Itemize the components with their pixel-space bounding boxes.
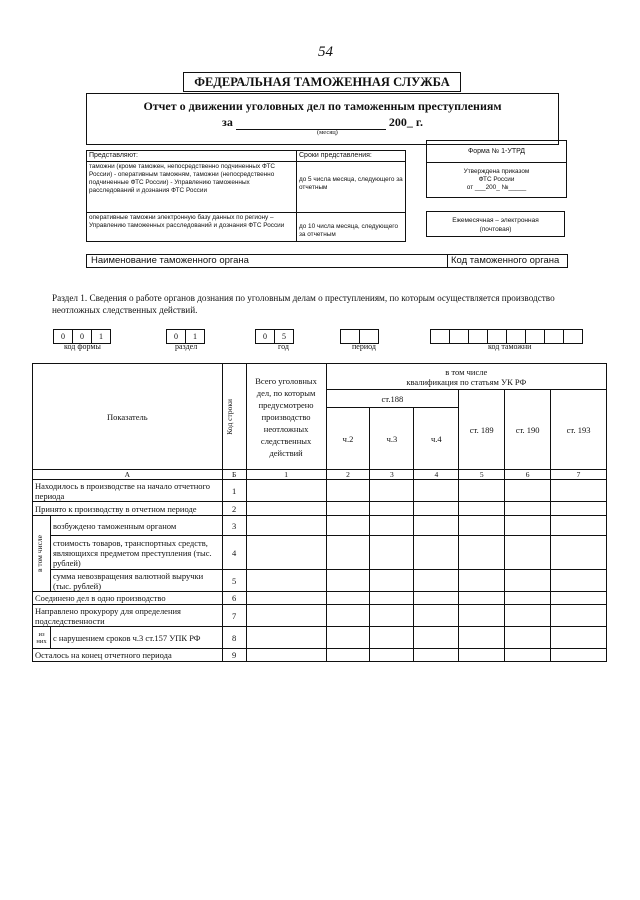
code-cell (545, 330, 564, 344)
data-cell[interactable] (370, 627, 414, 649)
report-title-box (86, 93, 559, 145)
data-cell[interactable] (551, 592, 607, 605)
data-cell[interactable] (551, 502, 607, 516)
data-cell[interactable] (459, 592, 505, 605)
row-code: 3 (222, 516, 246, 536)
row-code: 2 (222, 502, 246, 516)
data-cell[interactable] (246, 536, 326, 570)
index-cell: 4 (414, 470, 459, 480)
code-cell: 0 (54, 330, 73, 344)
vert-including-text: в том числе (35, 534, 44, 572)
code-cell: 5 (275, 330, 294, 344)
data-cell[interactable] (459, 502, 505, 516)
data-cell[interactable] (414, 502, 459, 516)
data-cell[interactable] (505, 605, 551, 627)
index-cell: 6 (505, 470, 551, 480)
header-art190: ст. 190 (505, 390, 551, 470)
data-cell[interactable] (370, 649, 414, 662)
code-cell (431, 330, 450, 344)
data-cell[interactable] (505, 592, 551, 605)
data-cell[interactable] (246, 502, 326, 516)
row-label: возбуждено таможенным органом (50, 516, 222, 536)
data-cell[interactable] (414, 570, 459, 592)
vert-of-them-cell: из них (33, 627, 51, 649)
row-label: Находилось в производстве на начало отчетного периода (33, 480, 223, 502)
data-cell[interactable] (370, 502, 414, 516)
data-cell[interactable] (326, 480, 370, 502)
data-cell[interactable] (459, 605, 505, 627)
submission-col2-header: Сроки представления: (297, 151, 406, 162)
customs-name-label: Наименование таможенного органа (91, 255, 249, 266)
periodicity-box (426, 211, 565, 237)
data-cell[interactable] (551, 570, 607, 592)
report-title: Отчет о движении уголовных дел по таможенным преступлениям (143, 99, 502, 113)
data-cell[interactable] (414, 516, 459, 536)
header-total: Всего уголовных дел, по которым предусмотрено производство неотложных следственных действий (246, 364, 326, 470)
row-label: Принято к производству в отчетном периоде (33, 502, 223, 516)
code-cell: 0 (73, 330, 92, 344)
table-row (33, 649, 607, 662)
data-cell[interactable] (326, 605, 370, 627)
row-code: 4 (222, 536, 246, 570)
data-cell[interactable] (459, 649, 505, 662)
table-row (33, 536, 607, 570)
header-row-code-text: Код строки (224, 398, 234, 435)
index-cell: 5 (459, 470, 505, 480)
code-cell: 1 (186, 330, 205, 344)
year-suffix: 200_ г. (388, 115, 423, 129)
row-code: 6 (222, 592, 246, 605)
submission-row1-who: таможни (кроме таможен, непосредственно подчиненных ФТС России) - оперативным таможням, таможни (непосредственно подчиненные ФТС России) - Управлению таможенных расследований и дознания ФТС России (87, 162, 297, 213)
section-heading: Раздел 1. Сведения о работе органов дознания по уголовным делам о преступлениям, по которым осуществляется производство неотложных следственных действий. (52, 293, 555, 315)
data-cell[interactable] (459, 516, 505, 536)
data-cell[interactable] (246, 570, 326, 592)
table-row (33, 627, 607, 649)
approval-line-3: от ___200_ №_____ (466, 184, 527, 191)
data-cell[interactable] (459, 570, 505, 592)
data-cell[interactable] (326, 516, 370, 536)
index-cell: Б (222, 470, 246, 480)
report-period-line (87, 115, 558, 130)
submission-col1-header: Представляют: (87, 151, 297, 162)
form-code-label: код формы (64, 342, 101, 351)
data-cell[interactable] (370, 480, 414, 502)
data-cell[interactable] (326, 570, 370, 592)
section-code-label: раздел (175, 342, 198, 351)
za-label: за (222, 115, 233, 129)
row-code: 5 (222, 570, 246, 592)
row-code: 1 (222, 480, 246, 502)
header-art193: ст. 193 (551, 390, 607, 470)
data-cell[interactable] (246, 649, 326, 662)
index-cell: А (33, 470, 223, 480)
periodicity-line-1: Ежемесячная – электронная (452, 217, 539, 224)
header-art189: ст. 189 (459, 390, 505, 470)
data-cell[interactable] (459, 536, 505, 570)
data-cell[interactable] (326, 502, 370, 516)
data-cell[interactable] (370, 516, 414, 536)
header-indicator: Показатель (33, 364, 223, 470)
data-cell[interactable] (414, 649, 459, 662)
submission-table (86, 150, 406, 242)
index-cell: 7 (551, 470, 607, 480)
header-art188: ст.188 (326, 390, 459, 408)
data-cell[interactable] (246, 605, 326, 627)
month-caption: (месяц) (317, 129, 338, 136)
header-part3: ч.3 (370, 408, 414, 470)
submission-row2-when: до 10 числа месяца, следующего за отчетным (297, 213, 406, 242)
submission-row2-who: оперативные таможни электронную базу данных по региону – Управлению таможенных расследований и дознания ФТС России (87, 213, 297, 242)
table-row (33, 570, 607, 592)
form-number: Форма № 1-УТРД (427, 141, 566, 163)
data-cell[interactable] (505, 649, 551, 662)
row-label: Соединено дел в одно производство (33, 592, 223, 605)
periodicity-line-2: (почтовая) (479, 226, 512, 233)
form-approval (427, 163, 566, 197)
data-cell[interactable] (326, 592, 370, 605)
index-cell: 1 (246, 470, 326, 480)
code-cell: 0 (167, 330, 186, 344)
customs-name-bar (86, 254, 568, 268)
approval-line-1: Утверждена приказом (463, 168, 530, 175)
data-cell[interactable] (551, 649, 607, 662)
code-cell: 1 (92, 330, 111, 344)
data-cell[interactable] (414, 480, 459, 502)
data-cell[interactable] (459, 627, 505, 649)
code-cell: 0 (256, 330, 275, 344)
data-cell[interactable] (505, 570, 551, 592)
table-row (33, 592, 607, 605)
data-cell[interactable] (551, 605, 607, 627)
table-row (33, 480, 607, 502)
period-code-label: период (352, 342, 376, 351)
data-cell[interactable] (414, 605, 459, 627)
data-cell[interactable] (246, 592, 326, 605)
data-cell[interactable] (370, 605, 414, 627)
table-row (33, 502, 607, 516)
data-cell[interactable] (246, 480, 326, 502)
data-cell[interactable] (246, 627, 326, 649)
form-info-box (426, 140, 567, 198)
code-cell (564, 330, 583, 344)
agency-title: ФЕДЕРАЛЬНАЯ ТАМОЖЕННАЯ СЛУЖБА (183, 72, 461, 92)
data-cell[interactable] (505, 502, 551, 516)
table-row (33, 516, 607, 536)
data-cell[interactable] (326, 627, 370, 649)
row-code: 8 (222, 627, 246, 649)
data-cell[interactable] (551, 516, 607, 536)
data-cell[interactable] (414, 627, 459, 649)
data-cell[interactable] (370, 570, 414, 592)
table-row (33, 605, 607, 627)
data-cell[interactable] (414, 536, 459, 570)
customs-code-label: Код таможенного органа (447, 255, 567, 267)
header-including-text: в том числе (445, 366, 488, 377)
vert-including-cell (33, 516, 51, 592)
header-including (326, 364, 606, 390)
data-cell[interactable] (246, 516, 326, 536)
data-cell[interactable] (326, 536, 370, 570)
header-qualification-text: квалификация по статьям УК РФ (406, 376, 527, 387)
year-code-label: год (278, 342, 289, 351)
row-label: сумма невозвращения валютной выручки (тыс. рублей) (50, 570, 222, 592)
data-cell[interactable] (551, 536, 607, 570)
row-label: Осталось на конец отчетного периода (33, 649, 223, 662)
header-part4: ч.4 (414, 408, 459, 470)
header-row-code (222, 364, 246, 470)
row-code: 7 (222, 605, 246, 627)
data-cell[interactable] (370, 536, 414, 570)
data-cell[interactable] (370, 592, 414, 605)
data-cell[interactable] (551, 627, 607, 649)
code-cell (450, 330, 469, 344)
code-cell (469, 330, 488, 344)
data-cell[interactable] (505, 516, 551, 536)
row-label: стоимость товаров, транспортных средств, являющихся предметом преступления (тыс. рублей) (50, 536, 222, 570)
month-blank (236, 118, 386, 130)
row-label: с нарушением сроков ч.3 ст.157 УПК РФ (50, 627, 222, 649)
data-cell[interactable] (326, 649, 370, 662)
data-cell[interactable] (551, 480, 607, 502)
data-cell[interactable] (505, 627, 551, 649)
submission-row1-when: до 5 числа месяца, следующего за отчетным (297, 162, 406, 213)
data-cell[interactable] (459, 480, 505, 502)
row-code: 9 (222, 649, 246, 662)
page-number: 54 (318, 44, 333, 60)
approval-line-2: ФТС России (478, 176, 515, 183)
row-label: Направлено прокурору для определения подследственности (33, 605, 223, 627)
index-cell: 2 (326, 470, 370, 480)
data-cell[interactable] (505, 480, 551, 502)
header-part2: ч.2 (326, 408, 370, 470)
customs-code-label: код таможни (488, 342, 532, 351)
index-cell: 3 (370, 470, 414, 480)
data-cell[interactable] (414, 592, 459, 605)
main-data-table (32, 363, 607, 662)
data-cell[interactable] (505, 536, 551, 570)
